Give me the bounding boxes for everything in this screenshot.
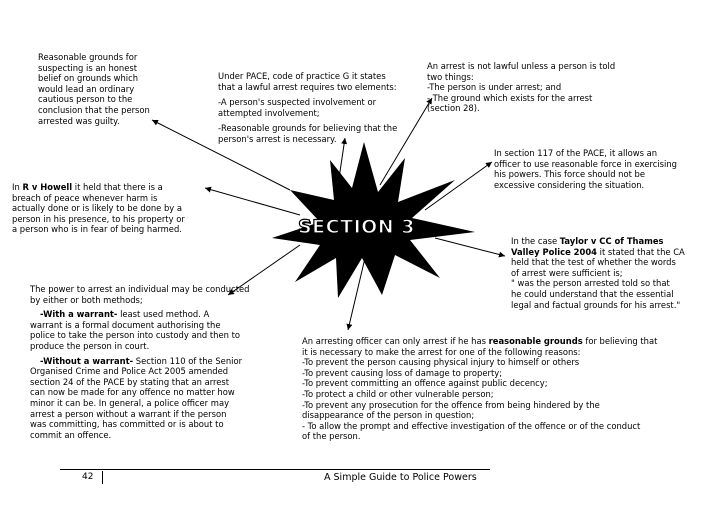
text-fragment: Section 110 of the Senior xyxy=(133,355,243,366)
text-line: held that the test of whether the words xyxy=(511,257,676,268)
footer-rule xyxy=(60,469,490,470)
note-taylor-case xyxy=(511,236,685,310)
text-line: -The person is under arrest; and xyxy=(427,82,562,93)
case-name: R v Howell xyxy=(22,182,73,192)
arrow-to-section-117 xyxy=(425,162,492,210)
text-line: The power to arrest an individual may be conducted xyxy=(30,284,250,294)
text-line: it is necessary to make the arrest for one of the following reasons: xyxy=(302,346,581,357)
text-line: person in his presence, to his property or xyxy=(12,213,185,224)
text-line: of arrest were sufficient is; xyxy=(511,267,623,278)
note-reasonable-grounds xyxy=(38,52,150,126)
text-line: -To prevent committing an offence against public decency; xyxy=(302,378,548,389)
text-line: actually done or is likely to be done by a xyxy=(12,203,183,214)
note-arrest-not-lawful xyxy=(427,61,615,114)
text-line: " was the person arrested told so that xyxy=(511,278,670,289)
text-line: his powers. This force should not be xyxy=(494,169,646,180)
text-line: commit an offence. xyxy=(30,429,112,440)
text-line: breach of peace whenever harm is xyxy=(12,192,158,203)
note-section-117 xyxy=(494,148,677,190)
page-number-divider xyxy=(102,471,106,484)
text-line: disappearance of the person in question; xyxy=(302,410,475,421)
text-line: -To prevent any prosecution for the offence from being hindered by the xyxy=(302,399,600,410)
text-line: attempted involvement; xyxy=(218,107,320,118)
page-number: 42 xyxy=(82,472,94,482)
arrow-to-taylor xyxy=(435,238,505,256)
text-line: cautious person to the xyxy=(38,94,133,105)
text-fragment: it held that there is a xyxy=(72,182,163,192)
note-power-to-arrest xyxy=(30,284,249,440)
text-line: belief on grounds which xyxy=(38,73,139,84)
note-arresting-officer xyxy=(302,336,657,442)
text-line: arrested was guilty. xyxy=(38,115,120,126)
case-name: Valley Police 2004 xyxy=(511,246,597,257)
text-line: that a lawful arrest requires two elements: xyxy=(218,81,397,92)
text-line: conclusion that the person xyxy=(38,104,150,115)
text-line: person's arrest is necessary. xyxy=(218,133,337,144)
text-line: he could understand that the essential xyxy=(511,288,674,299)
text-line: produce the person in court. xyxy=(30,340,150,351)
footer-book-title: A Simple Guide to Police Powers xyxy=(324,472,477,483)
text-line: of the person. xyxy=(302,431,361,442)
text-line: Organised Crime and Police Act 2005 amended xyxy=(30,366,229,377)
text-line: arrest a person without a warrant if the person xyxy=(30,408,227,419)
emphasis: reasonable grounds xyxy=(488,336,583,346)
text-line: legal and factual grounds for his arrest." xyxy=(511,299,681,310)
text-line: by either or both methods; xyxy=(30,294,143,305)
text-fragment: it stated that the CA xyxy=(596,246,685,257)
note-pace-code-g xyxy=(218,71,397,145)
text-line: -Reasonable grounds for believing that the xyxy=(218,123,398,134)
text-line: -A person's suspected involvement or xyxy=(218,97,377,108)
text-line: -To protect a child or other vulnerable person; xyxy=(302,388,494,399)
text-line: Reasonable grounds for xyxy=(38,52,138,62)
case-name: Taylor v CC of Thames xyxy=(559,236,664,246)
text-fragment: In xyxy=(12,182,23,192)
text-line: -To prevent causing loss of damage to property; xyxy=(302,367,503,378)
text-line: Under PACE, code of practice G it states xyxy=(218,71,386,81)
text-line: An arrest is not lawful unless a person is told xyxy=(427,61,616,71)
text-line: officer to use reasonable force in exercising xyxy=(494,158,677,169)
text-line: warrant is a formal document authorising the xyxy=(30,319,221,330)
text-fragment: An arresting officer can only arrest if he has xyxy=(302,336,489,346)
center-title: SECTION 3 xyxy=(298,216,416,238)
text-line: -To prevent the person causing physical injury to himself or others xyxy=(302,357,580,368)
text-fragment: least used method. A xyxy=(117,309,210,320)
text-line: suspecting is an honest xyxy=(38,62,137,73)
method-label: -With a warrant- xyxy=(40,309,118,320)
note-r-v-howell xyxy=(12,182,185,235)
text-line: a person who is in fear of being harmed. xyxy=(12,224,182,235)
method-label: -Without a warrant- xyxy=(40,355,134,366)
text-fragment: In the case xyxy=(511,236,560,246)
text-line: In section 117 of the PACE, it allows an xyxy=(494,148,658,158)
text-line: (section 28). xyxy=(427,103,480,114)
text-line: police to take the person into custody and then to xyxy=(30,330,241,341)
text-line: was committing, has committed or is about to xyxy=(30,419,224,430)
text-line: - The ground which exists for the arrest xyxy=(427,92,593,103)
text-line: excessive considering the situation. xyxy=(494,179,645,190)
text-fragment: for believing that xyxy=(582,336,658,346)
text-line: minor it can be. In general, a police officer may xyxy=(30,397,230,408)
text-line: can now be made for any offence no matter how xyxy=(30,387,235,398)
text-line: two things: xyxy=(427,71,474,82)
text-line: section 24 of the PACE by stating that an arrest xyxy=(30,376,230,387)
text-line: would lead an ordinary xyxy=(38,83,135,94)
text-line: - To allow the prompt and effective investigation of the offence or of the conduct xyxy=(302,420,641,431)
arrow-to-r-v-howell xyxy=(205,188,300,215)
